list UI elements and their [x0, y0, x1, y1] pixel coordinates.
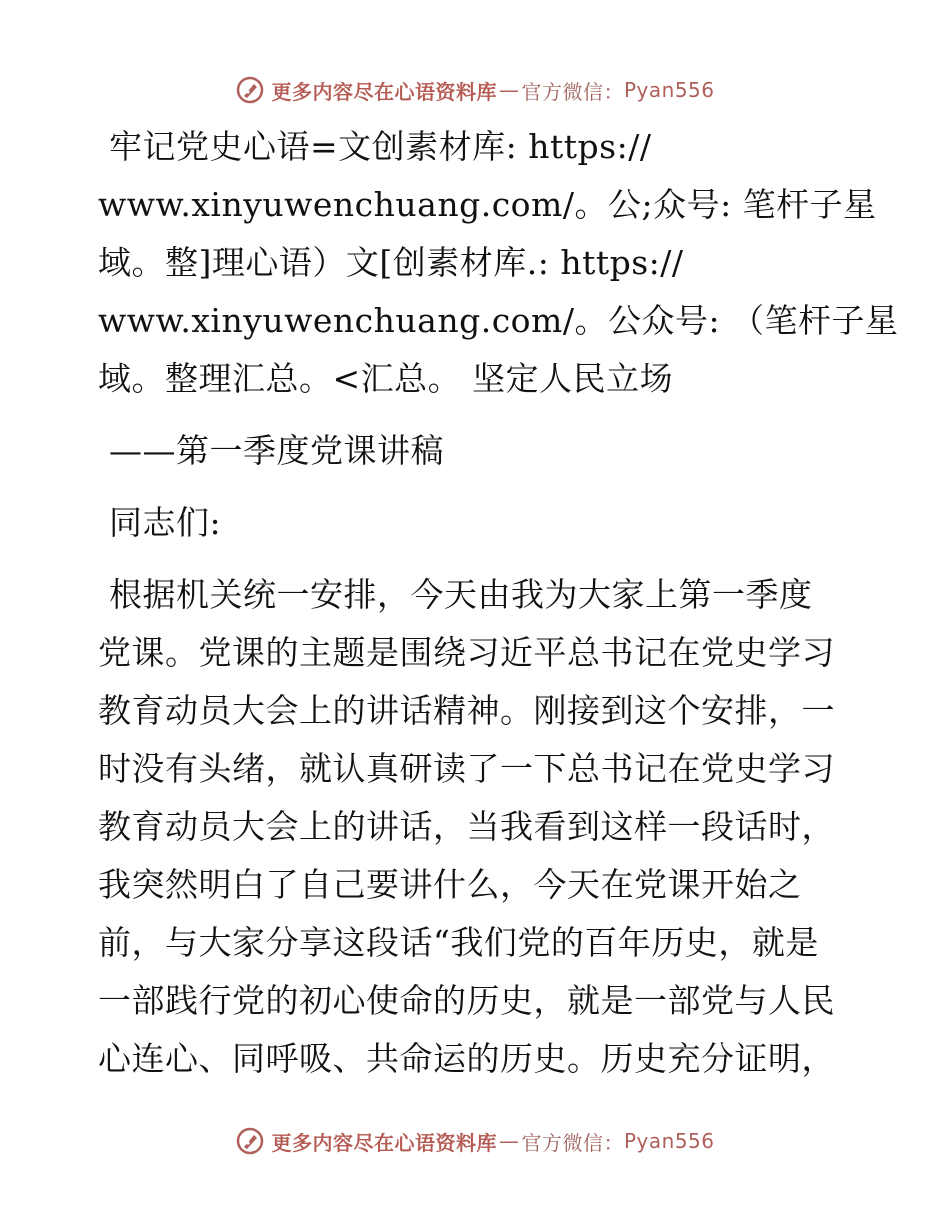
body-line: 教育动员大会上的讲话精神。刚接到这个安排，一	[98, 691, 835, 730]
header-banner	[0, 70, 950, 110]
subtitle: ——第一季度党课讲稿	[98, 431, 444, 470]
body-line: 根据机关统一安排，今天由我为大家上第一季度	[98, 575, 813, 614]
banner-sub-text: 官方微信：	[521, 1130, 624, 1155]
body-line: 教育动员大会上的讲话，当我看到这样一段话时，	[98, 807, 835, 846]
body-line: 我突然明白了自己要讲什么，今天在党课开始之	[98, 865, 802, 904]
body-line: 前，与大家分享这段话“我们党的百年历史，就是	[98, 923, 819, 962]
body-line: 心连心、同呼吸、共命运的历史。历史充分证明，	[98, 1039, 835, 1078]
header-line: www.xinyuwenchuang.com/。公众号: （笔杆子星	[98, 301, 899, 340]
footer-banner	[0, 1121, 950, 1161]
salutation: 同志们:	[98, 503, 222, 542]
document-body	[98, 118, 899, 1088]
body-line: 时没有头绪，就认真研读了一下总书记在党史学习	[98, 749, 835, 788]
banner-main-text: 更多内容尽在心语资料库	[271, 1130, 497, 1155]
banner-wechat-id: Pyan556	[623, 78, 715, 102]
body-line: 一部践行党的初心使命的历史，就是一部党与人民	[98, 981, 835, 1020]
header-line: 域。整理汇总。<汇总。 坚定人民立场	[98, 359, 674, 398]
header-line: www.xinyuwenchuang.com/。公;众号: 笔杆子星	[98, 185, 877, 224]
pen-nib-circle-icon	[235, 1126, 265, 1156]
header-line: 域。整]理心语）文[创素材库.: https://	[98, 243, 684, 282]
banner-separator: —	[498, 1129, 520, 1153]
body-line: 党课。党课的主题是围绕习近平总书记在党史学习	[98, 633, 835, 672]
pen-nib-circle-icon	[235, 75, 265, 105]
banner-wechat-id: Pyan556	[623, 1129, 715, 1153]
banner-main-text: 更多内容尽在心语资料库	[271, 79, 497, 104]
banner-separator: —	[498, 78, 520, 102]
banner-sub-text: 官方微信：	[521, 79, 624, 104]
header-line: 牢记党史心语=文创素材库: https://	[98, 127, 652, 166]
